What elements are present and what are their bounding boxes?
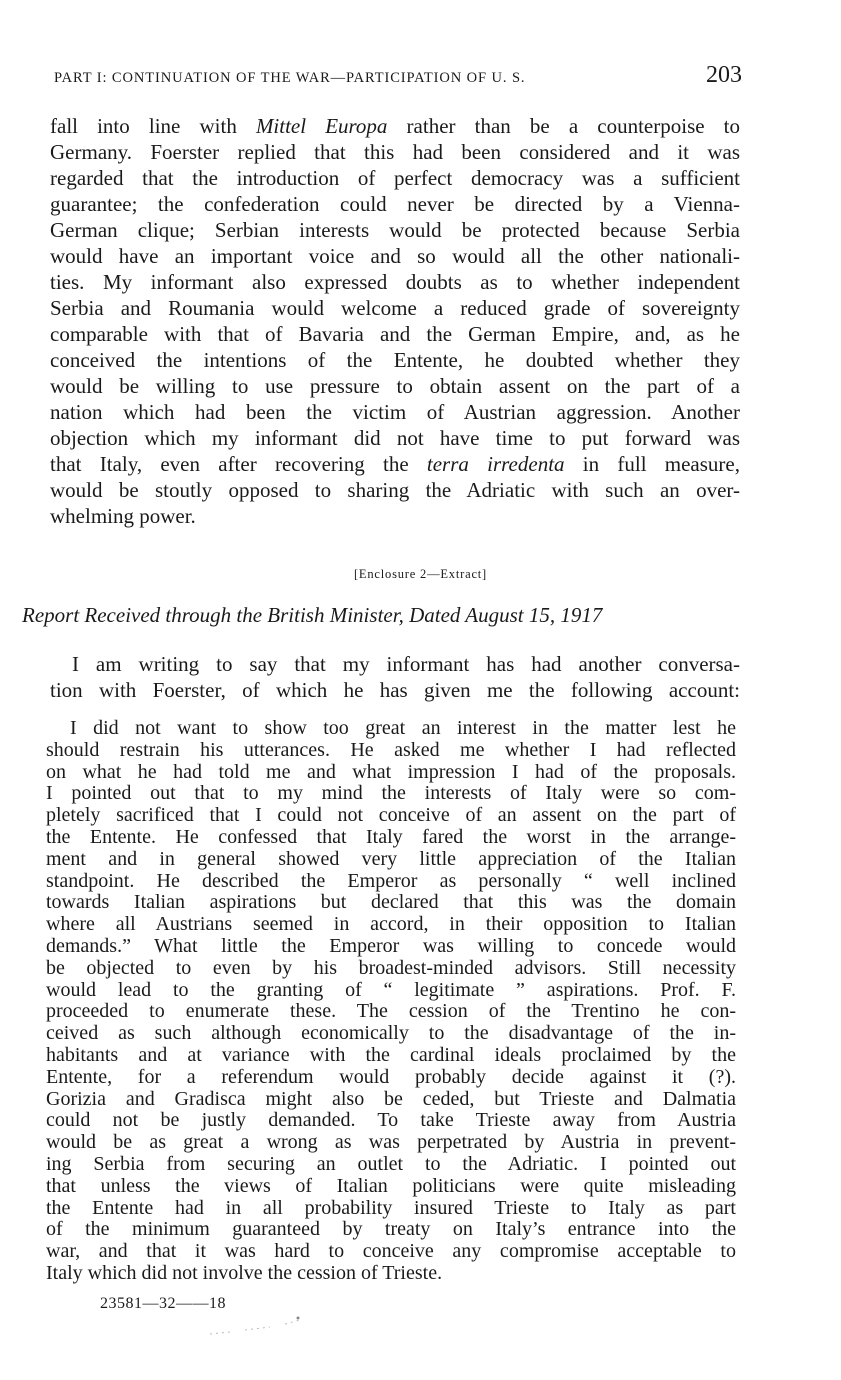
text-line: be objected to even by his broadest-minded advisors. Still necessity xyxy=(46,956,736,979)
text-line: would have an important voice and so would all the other nationali- xyxy=(50,244,740,268)
text-line: standpoint. He described the Emperor as personally “ well inclined xyxy=(46,869,736,892)
text-line: demands.” What little the Emperor was willing to concede would xyxy=(46,934,736,957)
text-line: would be as great a wrong as was perpetrated by Austria in prevent- xyxy=(46,1131,736,1154)
text-line: Gorizia and Gradisca might also be ceded, but Trieste and Dalmatia xyxy=(46,1087,736,1110)
text-line: of the minimum guaranteed by treaty on Italy’s entrance into the xyxy=(46,1218,736,1241)
page-header xyxy=(54,64,742,94)
text-line: I pointed out that to my mind the interests of Italy were so com- xyxy=(46,782,736,805)
text-line: nation which had been the victim of Austrian aggression. Another xyxy=(50,400,740,424)
text-line: ing Serbia from securing an outlet to the Adriatic. I pointed out xyxy=(46,1152,736,1175)
running-head: PART I: CONTINUATION OF THE WAR—PARTICIPATION OF U. S. xyxy=(54,70,526,86)
text-line: comparable with that of Bavaria and the German Empire, and, as he xyxy=(50,322,740,346)
text-line: the Entente had in all probability insured Trieste to Italy as part xyxy=(46,1196,736,1219)
text-line: conceived the intentions of the Entente, he doubted whether they xyxy=(50,348,740,372)
text-line: German clique; Serbian interests would be protected because Serbia xyxy=(50,218,740,242)
text-line: guarantee; the confederation could never be directed by a Vienna- xyxy=(50,192,740,216)
enclosure-heading: [Enclosure 2—Extract] xyxy=(353,567,488,581)
text-line: objection which my informant did not have time to put forward was xyxy=(50,426,740,450)
text-line: habitants and at variance with the cardinal ideals proclaimed by the xyxy=(46,1043,736,1066)
document-title: Report Received through the British Minister, Dated August 15, 1917 xyxy=(22,603,603,627)
text-line: ties. My informant also expressed doubts as to whether independent xyxy=(50,270,740,294)
text-line: Germany. Foerster replied that this had been considered and it was xyxy=(50,140,740,164)
paragraph-account xyxy=(46,718,736,1285)
text-line: towards Italian aspirations but declared that this was the domain xyxy=(46,891,736,914)
text-line: the Entente. He confessed that Italy fared the worst in the arrange- xyxy=(46,825,736,848)
text-line: tion with Foerster, of which he has given me the following account: xyxy=(50,678,740,702)
page-number: 203 xyxy=(706,62,742,88)
text-line: that Italy, even after recovering the terra irredenta in full measure, xyxy=(50,452,740,476)
text-line: would lead to the granting of “ legitimate ” aspirations. Prof. F. xyxy=(46,978,736,1001)
text-line: I did not want to show too great an interest in the matter lest he xyxy=(70,717,736,739)
text-line: could not be justly demanded. To take Trieste away from Austria xyxy=(46,1109,736,1132)
text-line: regarded that the introduction of perfect democracy was a sufficient xyxy=(50,166,740,190)
text-line: ment and in general showed very little appreciation of the Italian xyxy=(46,847,736,870)
text-line: Serbia and Roumania would welcome a reduced grade of sovereignty xyxy=(50,296,740,320)
text-line: Entente, for a referendum would probably decide against it (?). xyxy=(46,1065,736,1088)
text-line: would be stoutly opposed to sharing the Adriatic with such an over- xyxy=(50,478,740,502)
text-line: on what he had told me and what impression I had of the proposals. xyxy=(46,760,736,783)
text-line: ceived as such although economically to the disadvantage of the in- xyxy=(46,1022,736,1045)
text-line: pletely sacrificed that I could not conceive of an assent on the part of xyxy=(46,804,736,827)
text-line: Italy which did not involve the cession of Trieste. xyxy=(46,1261,443,1284)
paragraph-continuation xyxy=(50,113,740,529)
text-line: would be willing to use pressure to obtain assent on the part of a xyxy=(50,374,740,398)
text-line: should restrain his utterances. He asked me whether I had reflected xyxy=(46,738,736,761)
text-line: fall into line with Mittel Europa rather than be a counterpoise to xyxy=(50,114,741,138)
paragraph-intro xyxy=(50,651,740,703)
text-line: war, and that it was hard to conceive any compromise acceptable to xyxy=(46,1240,736,1263)
text-line: I am writing to say that my informant has had another conversa- xyxy=(72,652,740,676)
text-line: whelming power. xyxy=(50,504,196,528)
printer-code: 23581—32——18 xyxy=(100,1295,226,1312)
text-line: where all Austrians seemed in accord, in their opposition to Italian xyxy=(46,913,736,936)
text-line: that unless the views of Italian politicians were quite misleading xyxy=(46,1174,736,1197)
text-line: proceeded to enumerate these. The cession of the Trentino he con- xyxy=(46,1000,736,1023)
ink-smudge-mark xyxy=(200,1312,320,1342)
